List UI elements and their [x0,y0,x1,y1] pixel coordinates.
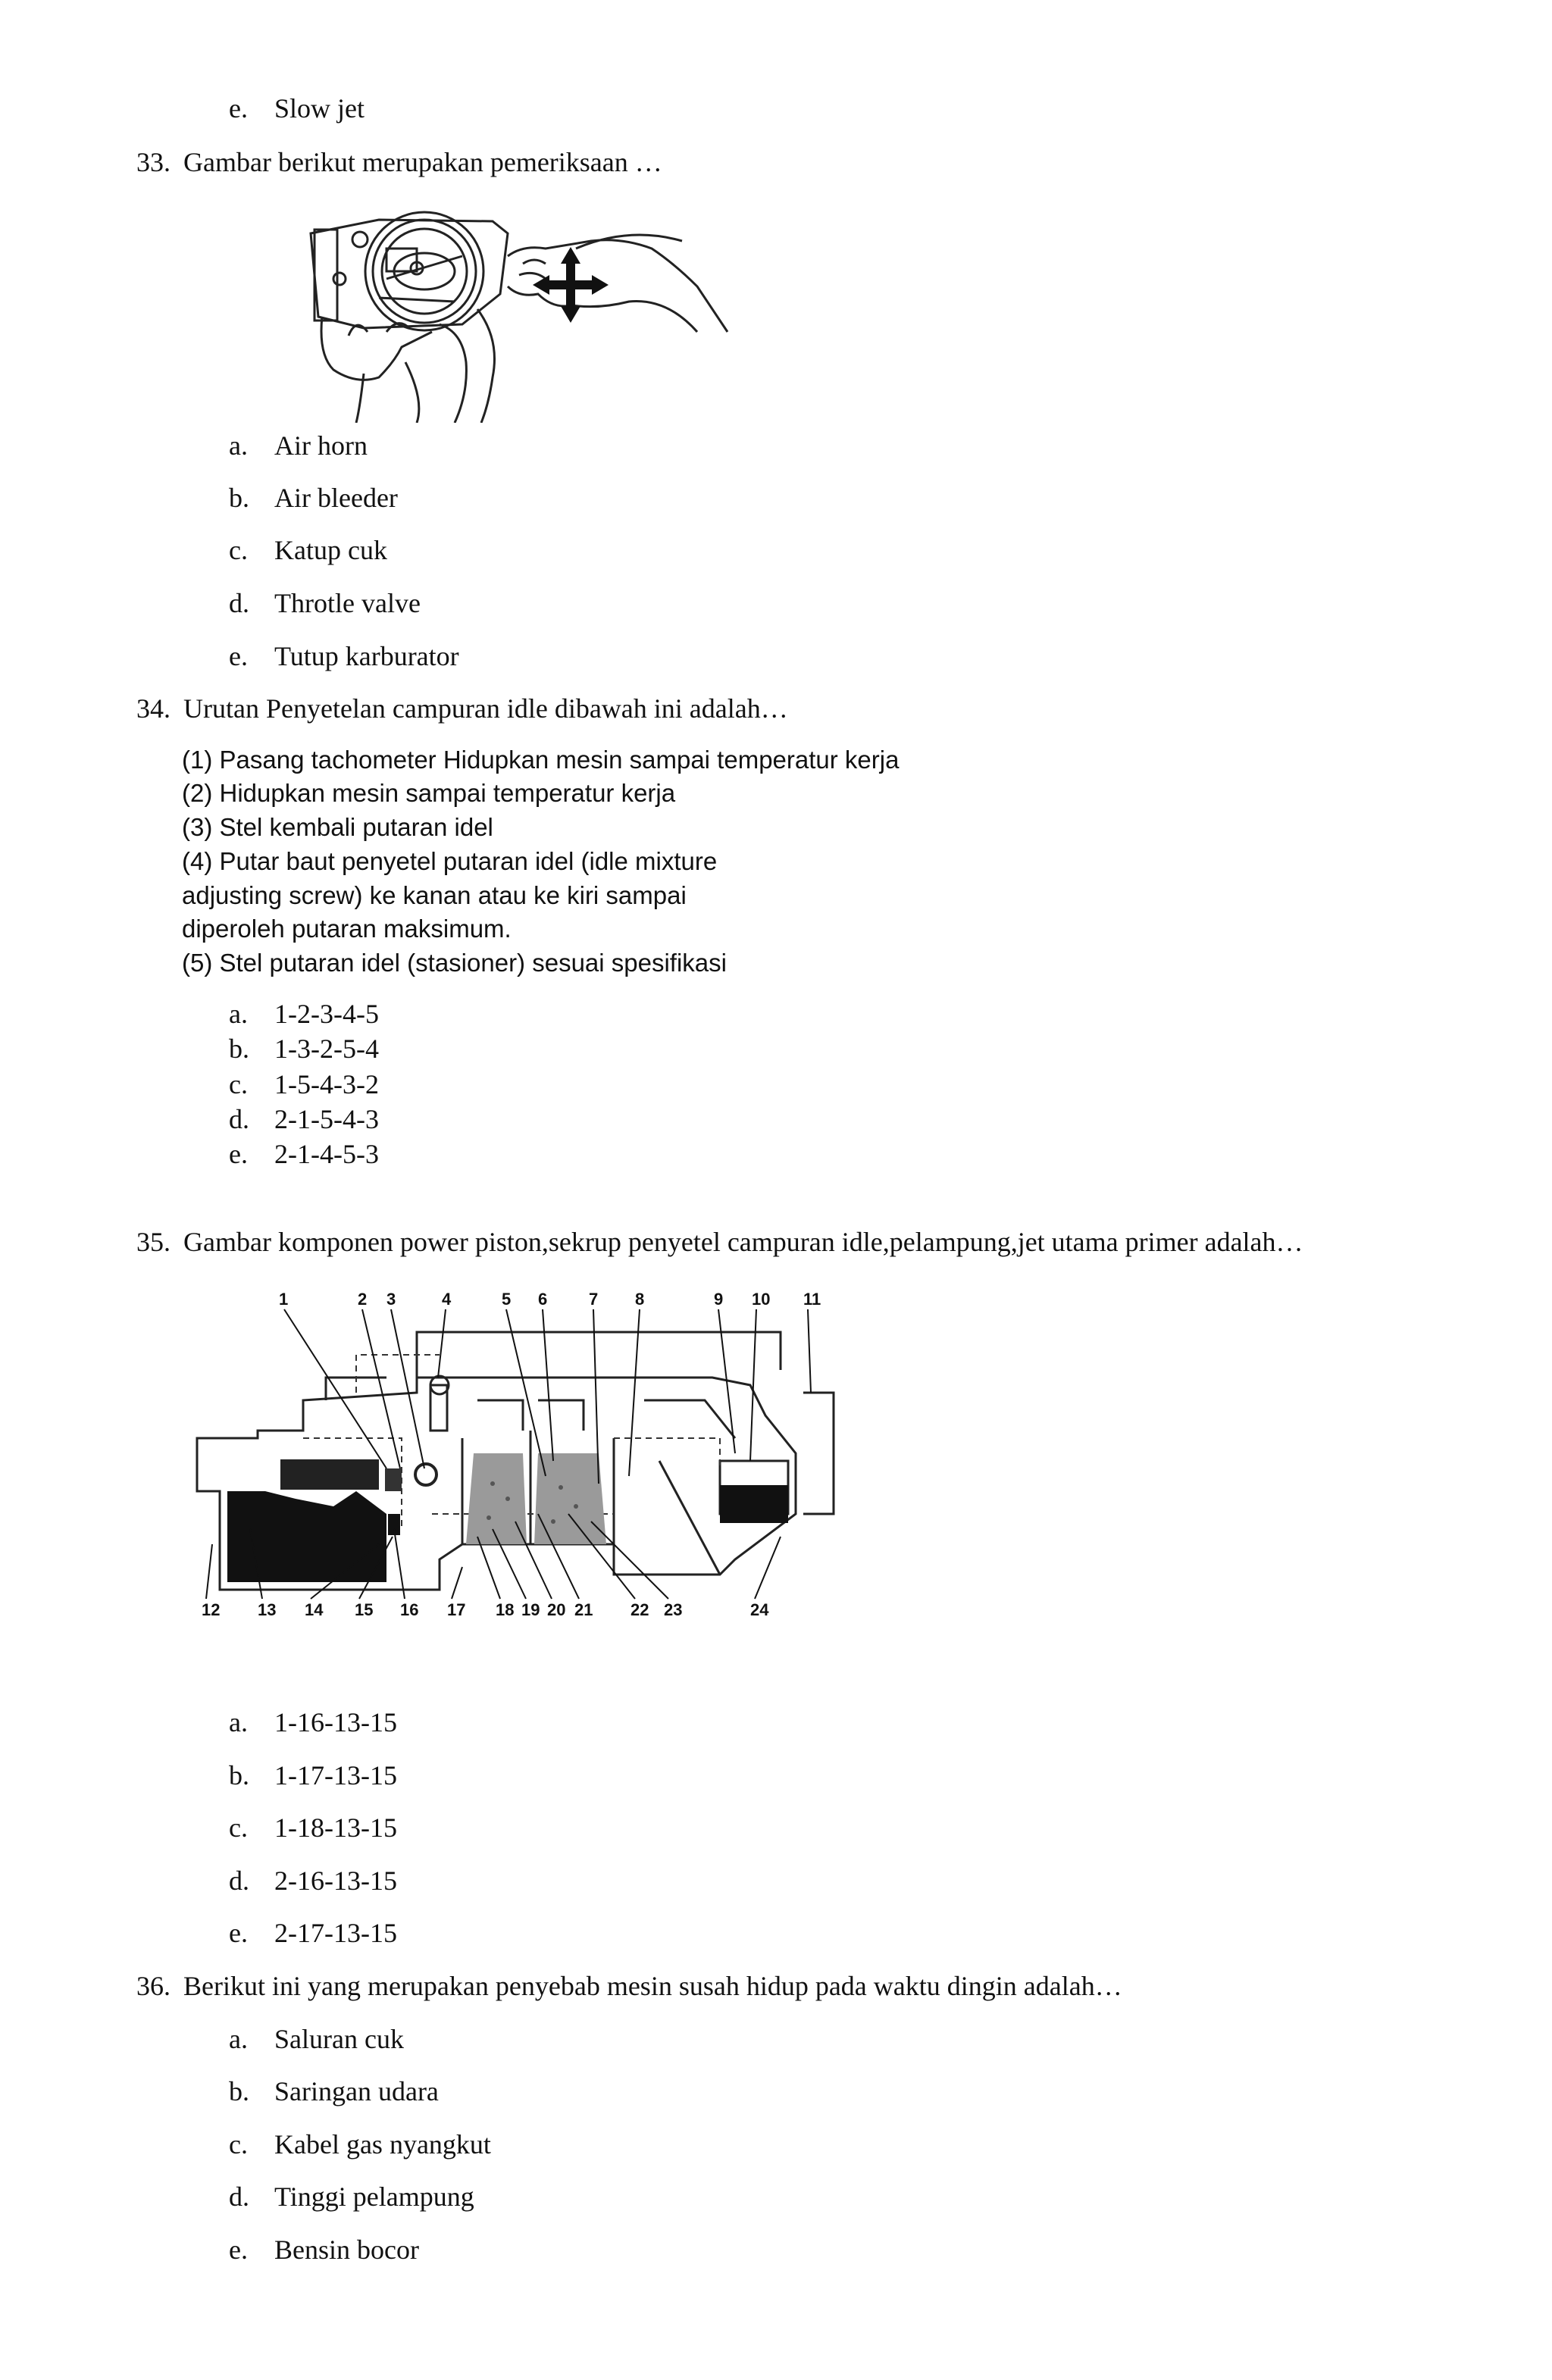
option-letter: e. [229,1139,248,1169]
option-letter: e. [229,2235,248,2265]
question-number: 34. [136,693,171,724]
option-letter: a. [229,430,248,461]
carburetor-inspection-figure [273,203,735,423]
step-line: (2) Hidupkan mesin sampai temperatur kerja [182,779,676,807]
option-letter: a. [229,2024,248,2054]
option-letter: c. [229,535,248,565]
bottom-label: 22 [630,1600,649,1619]
top-label: 9 [714,1290,724,1309]
option-text: 2-1-4-5-3 [274,1139,379,1169]
question-number: 33. [136,147,171,177]
question-text: Berikut ini yang merupakan penyebab mesin susah hidup pada waktu dingin adalah… [183,1971,1122,2001]
option-text: 1-5-4-3-2 [274,1069,379,1099]
bottom-label: 24 [750,1600,769,1619]
carburetor-cross-section-diagram [189,1287,856,1635]
bottom-label: 14 [305,1600,324,1619]
bottom-label: 20 [547,1600,566,1619]
option-text: Bensin bocor [274,2235,419,2265]
question-text: Gambar berikut merupakan pemeriksaan … [183,147,662,177]
bottom-label: 15 [355,1600,374,1619]
option-text: 2-1-5-4-3 [274,1104,379,1134]
option-text: Kabel gas nyangkut [274,2129,491,2160]
bottom-label: 23 [664,1600,683,1619]
question-number: 36. [136,1971,171,2001]
top-label: 7 [589,1290,599,1309]
step-line: diperoleh putaran maksimum. [182,915,512,943]
bottom-label: 13 [258,1600,277,1619]
top-label: 3 [386,1290,396,1309]
option-text: Slow jet [274,93,365,124]
option-text: Tinggi pelampung [274,2181,474,2212]
step-line: (1) Pasang tachometer Hidupkan mesin sampai temperatur kerja [182,746,900,774]
option-letter: a. [229,1707,248,1737]
option-letter: b. [229,2076,249,2106]
question-text: Gambar komponen power piston,sekrup penyetel campuran idle,pelampung,jet utama primer adalah… [183,1227,1303,1257]
option-letter: b. [229,1034,249,1064]
option-text: Saringan udara [274,2076,439,2106]
top-label: 2 [358,1290,368,1309]
option-letter: a. [229,999,248,1029]
bottom-label: 18 [496,1600,515,1619]
option-letter: c. [229,2129,248,2160]
step-line: (4) Putar baut penyetel putaran idel (idle mixture [182,847,718,875]
top-label: 4 [442,1290,452,1309]
top-label: 11 [803,1290,821,1309]
bottom-label: 17 [447,1600,466,1619]
option-text: 2-17-13-15 [274,1918,397,1948]
option-text: Saluran cuk [274,2024,404,2054]
option-letter: b. [229,483,249,513]
option-text: Air bleeder [274,483,398,513]
top-label: 10 [752,1290,771,1309]
bottom-label: 12 [202,1600,221,1619]
option-text: Throtle valve [274,588,421,618]
option-text: 1-2-3-4-5 [274,999,379,1029]
top-label: 1 [279,1290,289,1309]
option-text: 1-17-13-15 [274,1760,397,1790]
top-label: 5 [502,1290,512,1309]
step-line: (3) Stel kembali putaran idel [182,813,493,841]
question-text: Urutan Penyetelan campuran idle dibawah ini adalah… [183,693,788,724]
bottom-label: 16 [400,1600,419,1619]
option-letter: e. [229,641,248,671]
option-letter: e. [229,1918,248,1948]
option-text: 1-3-2-5-4 [274,1034,379,1064]
option-letter: b. [229,1760,249,1790]
step-line: (5) Stel putaran idel (stasioner) sesuai spesifikasi [182,949,727,977]
option-letter: c. [229,1812,248,1843]
top-label: 6 [538,1290,548,1309]
option-text: Katup cuk [274,535,387,565]
option-text: Tutup karburator [274,641,459,671]
step-line: adjusting screw) ke kanan atau ke kiri sampai [182,881,687,909]
bottom-label: 21 [574,1600,593,1619]
option-text: Air horn [274,430,368,461]
option-letter: d. [229,1866,249,1896]
option-text: 1-18-13-15 [274,1812,397,1843]
option-text: 2-16-13-15 [274,1866,397,1896]
question-number: 35. [136,1227,171,1257]
option-letter: d. [229,2181,249,2212]
option-letter: c. [229,1069,248,1099]
option-letter: d. [229,588,249,618]
option-letter: d. [229,1104,249,1134]
option-letter: e. [229,93,248,124]
option-text: 1-16-13-15 [274,1707,397,1737]
bottom-label: 19 [521,1600,540,1619]
top-label: 8 [635,1290,645,1309]
